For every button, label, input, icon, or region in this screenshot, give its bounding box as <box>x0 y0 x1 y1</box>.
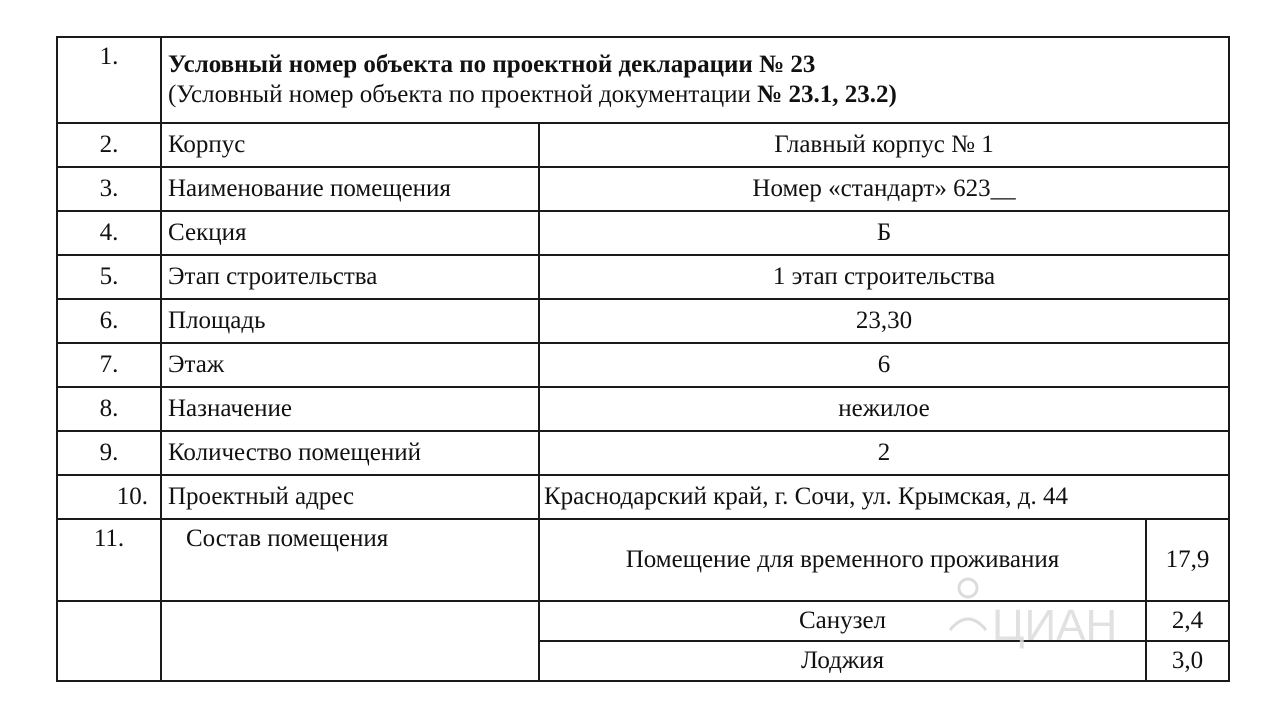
row-label: Наименование помещения <box>161 167 539 211</box>
row-label: Секция <box>161 211 539 255</box>
row-label: Этап строительства <box>161 255 539 299</box>
property-spec-table <box>56 36 1230 682</box>
row-value: 23,30 <box>539 299 1229 343</box>
row-number: 7. <box>57 343 161 387</box>
row-value: 6 <box>539 343 1229 387</box>
table-row-room <box>57 601 1229 641</box>
row-label: Этаж <box>161 343 539 387</box>
row-number: 1. <box>57 37 161 123</box>
table-row <box>57 475 1229 519</box>
table-row-header <box>57 37 1229 123</box>
row-number: 6. <box>57 299 161 343</box>
table-row <box>57 343 1229 387</box>
object-number-subtitle <box>168 80 1222 110</box>
room-name: Помещение для временного проживания <box>625 546 1060 573</box>
row-value: Краснодарский край, г. Сочи, ул. Крымская, д. 44 <box>539 475 1229 519</box>
room-name: Лоджия <box>539 641 1146 681</box>
row-value: нежилое <box>539 387 1229 431</box>
object-number-title: Условный номер объекта по проектной декларации № 23 <box>168 51 816 78</box>
table-row-composition <box>57 519 1229 601</box>
table-row <box>57 299 1229 343</box>
row-value: Главный корпус № 1 <box>539 123 1229 167</box>
empty-number-cell <box>57 601 161 681</box>
row-label: Назначение <box>161 387 539 431</box>
row-label: Площадь <box>161 299 539 343</box>
row-number: 10. <box>57 475 161 519</box>
row-label: Состав помещения <box>161 519 539 601</box>
row-number: 2. <box>57 123 161 167</box>
row-number: 3. <box>57 167 161 211</box>
empty-label-cell <box>161 601 539 681</box>
table-row <box>57 431 1229 475</box>
row-number: 9. <box>57 431 161 475</box>
row-value: Б <box>539 211 1229 255</box>
row-label: Проектный адрес <box>161 475 539 519</box>
row-number: 8. <box>57 387 161 431</box>
table-row <box>57 211 1229 255</box>
table-row <box>57 123 1229 167</box>
subtitle-numbers: № 23.1, 23.2) <box>757 81 897 108</box>
room-area: 17,9 <box>1146 519 1229 601</box>
table-row <box>57 255 1229 299</box>
room-area: 3,0 <box>1146 641 1229 681</box>
subtitle-prefix: (Условный номер объекта по проектной документации <box>168 81 758 108</box>
row-number: 11. <box>57 519 161 601</box>
watermark-text: ЦИАН <box>992 601 1118 650</box>
row-label: Количество помещений <box>161 431 539 475</box>
room-area: 2,4 <box>1146 601 1229 641</box>
row-number: 5. <box>57 255 161 299</box>
row-label: Корпус <box>161 123 539 167</box>
row-number: 4. <box>57 211 161 255</box>
row-value: 1 этап строительства <box>539 255 1229 299</box>
row-value: Номер «стандарт» 623__ <box>539 167 1229 211</box>
object-number-cell <box>161 37 1229 123</box>
table-row <box>57 167 1229 211</box>
row-value: 2 <box>539 431 1229 475</box>
table-row <box>57 387 1229 431</box>
room-name: Санузел <box>539 601 1146 641</box>
room-name-cell <box>539 519 1146 601</box>
